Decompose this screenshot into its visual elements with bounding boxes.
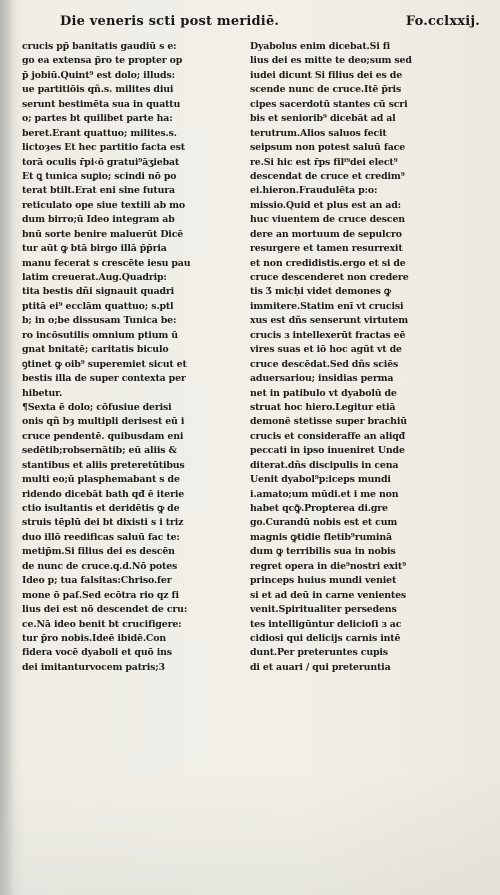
text-line: go.Curandū nobis est et cum	[250, 517, 398, 529]
text-line: cruce descēdat.Sed dñs sciēs	[250, 358, 399, 370]
text-line: huc viuentem de cruce descen	[250, 214, 405, 226]
text-line: habet qcꝙ̄.Propterea di.gre	[250, 503, 388, 514]
text-line: cruce descenderet non credere	[250, 272, 409, 283]
text-line: ꝯtinet ꝙ oib⁹ superemiet sicut et	[22, 358, 187, 370]
text-line: missio.Quid et plus est an ad:	[250, 199, 401, 211]
text-line: peccati in ipso inueniret Unde	[250, 445, 405, 457]
text-line: aduersariou; insidias perma	[250, 373, 394, 385]
text-line: re.Si hic est r̄ps filⁱ⁹dei elect⁹	[250, 156, 398, 168]
text-line: magnis ꝙtidie fletib⁹ruminā	[250, 531, 392, 543]
text-line: dunt.Per preteruntes cupis	[250, 647, 388, 659]
text-line: Uenit dyabol⁹p:iceps mundi	[250, 474, 391, 486]
folio-number: Fo.cclxxij.	[405, 14, 480, 29]
text-line: Ideo p; tua falsitas:Chriso.fer	[22, 575, 172, 587]
text-line: o; partes bt quilibet parte ha:	[22, 113, 173, 125]
text-line: gnat bnitatē; caritatis biculo	[22, 344, 169, 356]
text-line: manu fecerat s crescēte iesu pau	[22, 257, 191, 269]
text-line: cidiosi qui delicijs carnis intē	[250, 632, 401, 644]
text-line: regret opera in die⁹nostri exit⁹	[250, 560, 407, 572]
text-line: duo illō reedificas saluū fac te:	[22, 531, 180, 543]
text-line: descendat de cruce et credim⁹	[250, 170, 405, 182]
running-header	[60, 14, 480, 29]
text-line: ei.hieron.Fraudulēta p:o:	[250, 185, 378, 197]
text-column-left	[22, 40, 242, 675]
text-line: serunt bestimēta sua in quattu	[22, 98, 181, 110]
text-line: onis qñ bȝ multipli derisest eū i	[22, 416, 185, 428]
text-line: dum ꝙ terribilis sua in nobis	[250, 546, 396, 558]
text-line: ¶Sexta ē dolo; cōfusiue derisi	[22, 401, 172, 413]
text-line: lictoȝes Et hec partitio facta est	[22, 142, 185, 154]
text-line: tis Ʒ micḥi videt demones ꝙ	[250, 286, 391, 298]
text-line: tes intelligūntur delicioſi ɜ ac	[250, 618, 402, 630]
text-line: p̄ jobiū.Quint⁹ est dolo; illuds:	[22, 69, 175, 81]
text-line: tur p̄ro nobis.Ideē ibidē.Con	[22, 632, 167, 644]
text-line: hibetur.	[22, 387, 63, 399]
text-line: princeps huius mundi veniet	[250, 575, 397, 587]
text-line: mone ō paſ.Sed ecōtra rio qz fi	[22, 589, 179, 601]
running-title: Die veneris scti post meridiē.	[60, 14, 280, 29]
text-line: ptitā ei⁹ ecclām quattuo; s.ptl	[22, 300, 174, 312]
text-line: net in patibulo vt dyabolū de	[250, 387, 397, 399]
text-line: seipsum non potest saluū face	[250, 142, 406, 154]
text-line: Dyabolus enim dicebat.Si fi	[250, 41, 391, 52]
text-line: Et ꝗ tunica suꝑio; scindi nō po	[22, 170, 177, 182]
text-line: cruce pendentē. quibusdam eni	[22, 430, 184, 442]
text-line: vires suas et iō hoc agūt vt de	[250, 344, 402, 356]
text-line: ce.Nā ideo benit bt crucifigere:	[22, 618, 182, 630]
text-line: immitere.Statim enī vt crucisi	[250, 300, 404, 312]
text-line: lius dei est nō descendet de cru:	[22, 604, 188, 616]
text-line: dere an mortuum de sepulcro	[250, 228, 402, 240]
text-line: multi eo;ū plasphemabant s de	[22, 474, 180, 486]
text-line: ctio isultantis et deridētis ꝙ de	[22, 503, 180, 514]
text-line: bis et seniorib⁹ dicebāt ad al	[250, 113, 396, 125]
text-line: diterat.dñs discipulis in cena	[250, 459, 399, 471]
text-line: si et ad deū in carne venientes	[250, 589, 407, 601]
page-gutter-shadow	[0, 0, 14, 895]
text-line: crucis et consideraffe an aliqđ	[250, 430, 406, 442]
text-line: torā oculis r̄pi‹ō gratui⁹āʒiebat	[22, 156, 180, 168]
text-line: dum birro;ū Ideo integram ab	[22, 214, 175, 226]
text-line: venit.Spiritualiter persedens	[250, 604, 397, 616]
text-line: tur aūt ꝙ btā birgo illā p̄p̄ria	[22, 243, 167, 255]
text-line: cipes sacerdotū stantes cū scri	[250, 98, 408, 110]
text-line: scende nunc de cruce.Itē p̄ris	[250, 84, 402, 96]
text-line: terutrum.Alios saluos fecit	[250, 127, 387, 139]
text-line: latim creuerat.Aug.Quadrip:	[22, 272, 167, 283]
text-line: iudei dicunt Si filius dei es de	[250, 69, 403, 81]
text-line: sedētib;robsernātib; eū aliis &	[22, 445, 177, 457]
text-line: ro incōsutilis omnium ptium ū	[22, 329, 178, 341]
text-line: xus est dñs senserunt virtutem	[250, 315, 408, 327]
text-line: crucis ɜ intellexerūt fractas eē	[250, 329, 406, 341]
text-line: dei imitanturvocem patris;3	[22, 661, 165, 673]
text-line: fidera vocē dyaboli et quō ins	[22, 647, 172, 659]
text-line: terat btilt.Erat eni sine futura	[22, 185, 175, 197]
text-line: bestis illa de super contexta per	[22, 373, 186, 385]
text-line: ue partitiōis qñ.s. milites diui	[22, 84, 174, 96]
text-line: struis tēplū dei bt dixisti s i triz	[22, 517, 184, 529]
text-line: crucis pp̄ banitatis gaudiū s e:	[22, 41, 177, 52]
text-line: b; in o;be dissusam Tunica be:	[22, 315, 177, 327]
text-line: resurgere et tamen resurrexit	[250, 243, 403, 255]
text-line: et non credidistis.ergo et si de	[250, 257, 406, 269]
text-line: lius dei es mitte te deo;sum sed	[250, 55, 412, 67]
text-line: stantibus et aliis preteretūtibus	[22, 459, 185, 471]
text-line: go ea extensa p̄ro te propter op	[22, 55, 183, 67]
text-line: struat hoc hiero.Legitur etiā	[250, 401, 396, 413]
text-line: bnū sorte benire maluerūt Dicē	[22, 228, 184, 240]
lower-margin	[0, 772, 500, 895]
text-column-right	[250, 40, 468, 675]
text-line: de nunc de cruce.q.d.Nō potes	[22, 560, 178, 572]
text-line: reticulato ope siue textili ab mo	[22, 199, 186, 211]
text-line: metip̄m.Si filius dei es descēn	[22, 546, 175, 558]
text-line: demonē stetisse super brachiū	[250, 416, 407, 428]
text-line: tita bestis dñi signauit quadri	[22, 286, 175, 298]
text-line: i.amato;um mūdi.et i me non	[250, 488, 399, 500]
text-line: ridendo dicebāt bath qđ ē iterie	[22, 488, 185, 500]
text-line: di et auari / qui preteruntia	[250, 661, 391, 673]
text-line: beret.Erant quattuo; milites.s.	[22, 127, 177, 139]
